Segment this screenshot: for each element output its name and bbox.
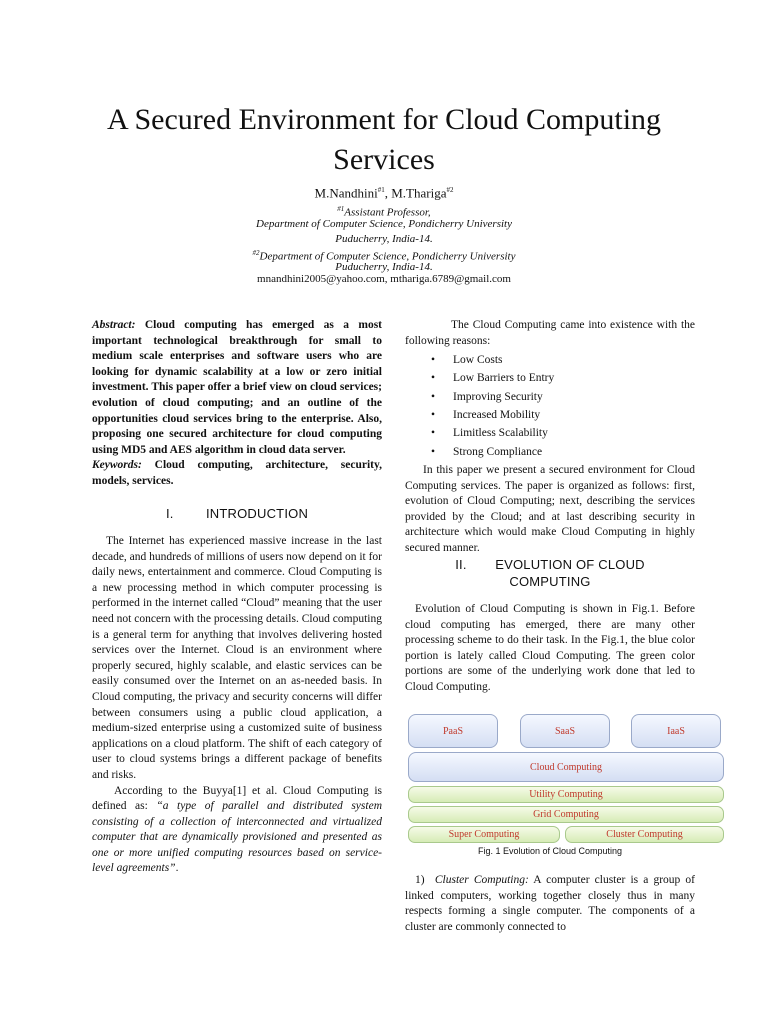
section-heading-line [405, 556, 695, 573]
paragraph: The Internet has experienced massive increase in the last decade, and hundreds of millions of users now depend on it for daily news, entertainment and commerce. Cloud Computing is a new processing method in which computer processing is performed in the internet called “Cloud” meaning that the user need not concern with the processing details. Cloud computing is a general term for anything that involves delivering hosted services over the Internet. Cloud is an environment where properly secured, highly scalable, and elastic services can be easily consumed over the Internet on an as-needed basis. In Cloud computing, the privacy and security concerns will differ between consumers using a public cloud application, a medium-sized enterprise using a customized suite of business applications on a cloud platform. The shift of each category of user to cloud systems brings a different package of benefits and risks. [92, 535, 382, 781]
keywords-label: Keywords: [92, 459, 142, 471]
author-line [0, 182, 768, 201]
affiliation-line [0, 217, 768, 232]
author-emails: mnandhini2005@yahoo.com, mthariga.6789@gmail.com [257, 273, 511, 285]
subsection-text: A computer cluster is a group of linked computers, working together closely thus in many respects forming a single computer. The components of a cluster are commonly connected to [405, 874, 696, 933]
affiliation-text: Assistant Professor, [344, 206, 431, 219]
list-item: • Low Barriers to Entry [453, 369, 695, 387]
section-number: II. [455, 557, 467, 572]
keywords [92, 458, 382, 489]
figure-box-paas: PaaS [408, 714, 498, 748]
figure-box-cloud-computing: Cloud Computing [408, 752, 724, 782]
author-1: M.Nandhini [314, 185, 378, 201]
definition-quote: “a type of parallel and distributed system consisting of a collection of interconnected and virtualized computer that are dynamically provisioned and presented as one or more unified computing resources based on service-level agreements” [92, 800, 382, 875]
reasons-list [405, 351, 695, 461]
figure-caption: Fig. 1 Evolution of Cloud Computing [477, 846, 623, 856]
reasons-intro: The Cloud Computing came into existence with the following reasons: [405, 319, 695, 347]
figure-box-utility-computing: Utility Computing [408, 786, 724, 803]
section-heading-evolution [405, 556, 695, 590]
figure-box-super-computing: Super Computing [408, 826, 560, 843]
author-1-sup: #1 [377, 186, 385, 194]
evolution-intro [405, 602, 695, 696]
definition-end: . [175, 862, 179, 875]
figure-box-iaas: IaaS [631, 714, 721, 748]
subsection-number: 1) [415, 874, 425, 886]
affiliation-text: Department of Computer Science, Pondicherry University [259, 250, 516, 263]
author-2-sup: #2 [446, 186, 454, 194]
figure-box-cluster-computing: Cluster Computing [565, 826, 724, 843]
affiliation-text: Puducherry, India-14. [335, 261, 433, 273]
affiliation-text: Department of Computer Science, Pondicherry University [256, 218, 512, 230]
list-item: • Limitless Scalability [453, 424, 695, 442]
paragraph [405, 873, 695, 935]
cluster-computing-paragraph [405, 873, 695, 935]
section-heading-line: COMPUTING [509, 574, 591, 589]
list-item: • Improving Security [453, 388, 695, 406]
abstract [92, 318, 382, 458]
affiliation-sup: #1 [337, 205, 345, 213]
list-item: • Strong Compliance [453, 443, 695, 461]
paragraph: In this paper we present a secured environment for Cloud Computing services. The paper is organized as follows: first, evolution of Cloud Computing; next, describing the services provided by the Cloud; and at last describing security in architecture which would make Cloud Computing in highly secured manner. [405, 463, 695, 554]
affiliation-sup: #2 [252, 249, 260, 257]
section-number: I. [165, 506, 174, 521]
definition-lead: According to the Buyya[1] et al. Cloud Computing is defined as: [92, 784, 382, 813]
figure-box-grid-computing: Grid Computing [408, 806, 724, 823]
section-heading-introduction [92, 506, 382, 521]
keywords-text: Cloud computing, architecture, security, models, services. [92, 459, 382, 487]
paper-title: A Secured Environment for Cloud Computing Services [106, 103, 662, 176]
figure-box-saas: SaaS [520, 714, 610, 748]
evolution-figure [405, 712, 725, 862]
section-title: INTRODUCTION [205, 506, 309, 521]
affiliation-line [0, 232, 768, 247]
author-2: M.Thariga [391, 185, 447, 201]
list-item: • Low Costs [453, 351, 695, 369]
paragraph [92, 784, 382, 878]
introduction-body [92, 534, 382, 877]
author-separator: , [384, 185, 392, 201]
list-item: • Increased Mobility [453, 406, 695, 424]
paragraph: Evolution of Cloud Computing is shown in Fig.1. Before cloud computing has emerged, there are many other processing scheme to do their task. In the Fig.1, the blue color portion is lately called Cloud Computing. The green color portions are some of the underlying work done that led to Cloud Computing. [405, 603, 695, 693]
reasons-block [405, 318, 695, 557]
section-title: EVOLUTION OF CLOUD [495, 557, 645, 572]
affiliation-text: Puducherry, India-14. [335, 233, 433, 245]
abstract-text: Cloud computing has emerged as a most important technological breakthrough for small to medium scale enterprises and software users who are looking for dynamic scalability at a low or zero initial investment. This paper offer a brief view on cloud services; evolution of cloud computing; and an outline of the opportunities cloud services bring to the enterprise. Also, proposing one secured architecture for cloud computing using MD5 and AES algorithm in cloud data server. [92, 319, 382, 456]
subsection-label: Cluster Computing: [434, 874, 529, 886]
abstract-label: Abstract: [92, 319, 136, 331]
